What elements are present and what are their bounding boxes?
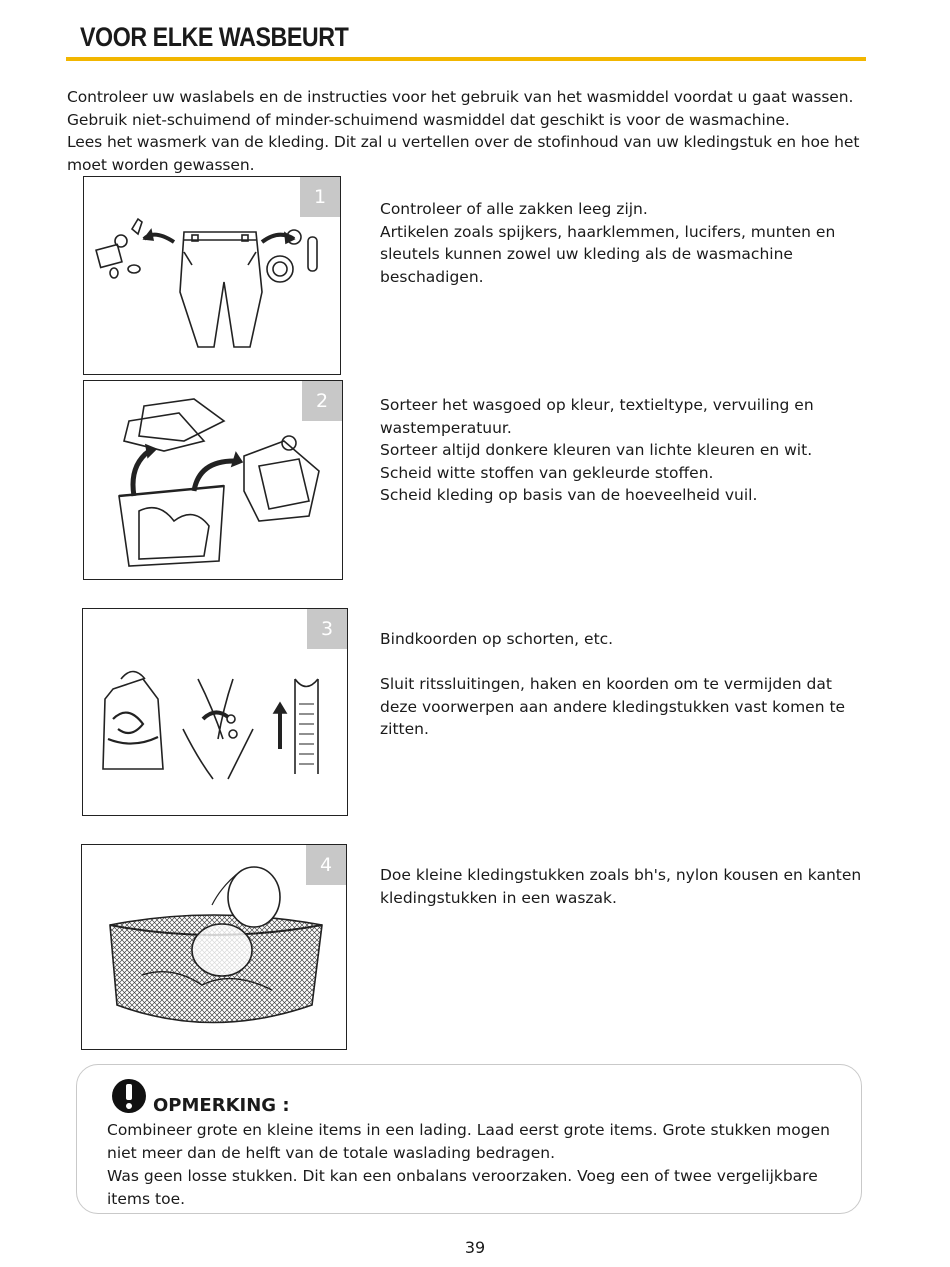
note-body [107,1119,847,1211]
step-3-line: Bindkoorden op schorten, etc. [380,630,614,648]
intro-line: Lees het wasmerk van de kleding. Dit zal u vertellen over de stofinhoud van uw kledingstuk en hoe het moet worden gewassen. [67,133,860,174]
step-2-text [380,394,870,507]
step-3-number: 3 [307,609,347,649]
step-1-text [380,198,870,288]
step-4-illustration [81,844,347,1050]
step-1-line: Controleer of alle zakken leeg zijn. [380,200,648,218]
title-underline [66,57,866,61]
step-1-illustration [83,176,341,375]
step-3-illustration [82,608,348,816]
note-line: Was geen losse stukken. Dit kan een onbalans veroorzaken. Voeg een of twee vergelijkbare items toe. [107,1167,818,1208]
step-4-line: Doe kleine kledingstukken zoals bh's, nylon kousen en kanten kledingstukken in een waszak. [380,866,862,907]
step-2-line: Scheid witte stoffen van gekleurde stoffen. [380,463,714,482]
intro-line: Controleer uw waslabels en de instructies voor het gebruik van het wasmiddel voordat u gaat wassen. [67,88,854,106]
note-line: Combineer grote en kleine items in een lading. Laad eerst grote items. Grote stukken mogen niet meer dan de helft van de totale waslading bedragen. [107,1121,830,1162]
page-title: VOOR ELKE WASBEURT [80,22,349,52]
step-2-line: Sorteer altijd donkere kleuren van lichte kleuren en wit. [380,441,813,459]
step-2-number: 2 [302,381,342,421]
step-4-number: 4 [306,845,346,885]
intro-text [67,86,882,176]
step-1-number: 1 [300,177,340,217]
step-2-line: Scheid kleding op basis van de hoeveelheid vuil. [380,486,758,504]
step-4-text [380,864,870,909]
intro-line: Gebruik niet-schuimend of minder-schuimend wasmiddel dat geschikt is voor de wasmachine. [67,110,790,129]
step-3-spacer [380,651,870,674]
page-number: 39 [464,1238,486,1257]
step-3-text [380,628,870,741]
step-1-line: Artikelen zoals spijkers, haarklemmen, lucifers, munten en sleutels kunnen zowel uw kleding als de wasmachine beschadigen. [380,222,836,286]
note-box [76,1064,862,1214]
exclamation-icon [110,1077,148,1115]
step-2-line: Sorteer het wasgoed op kleur, textieltype, vervuiling en wastemperatuur. [380,396,814,437]
step-2-illustration [83,380,343,580]
note-title: OPMERKING : [153,1095,290,1116]
step-3-line: Sluit ritssluitingen, haken en koorden om te vermijden dat deze voorwerpen aan andere kledingstukken vast komen te zitten. [380,675,846,738]
